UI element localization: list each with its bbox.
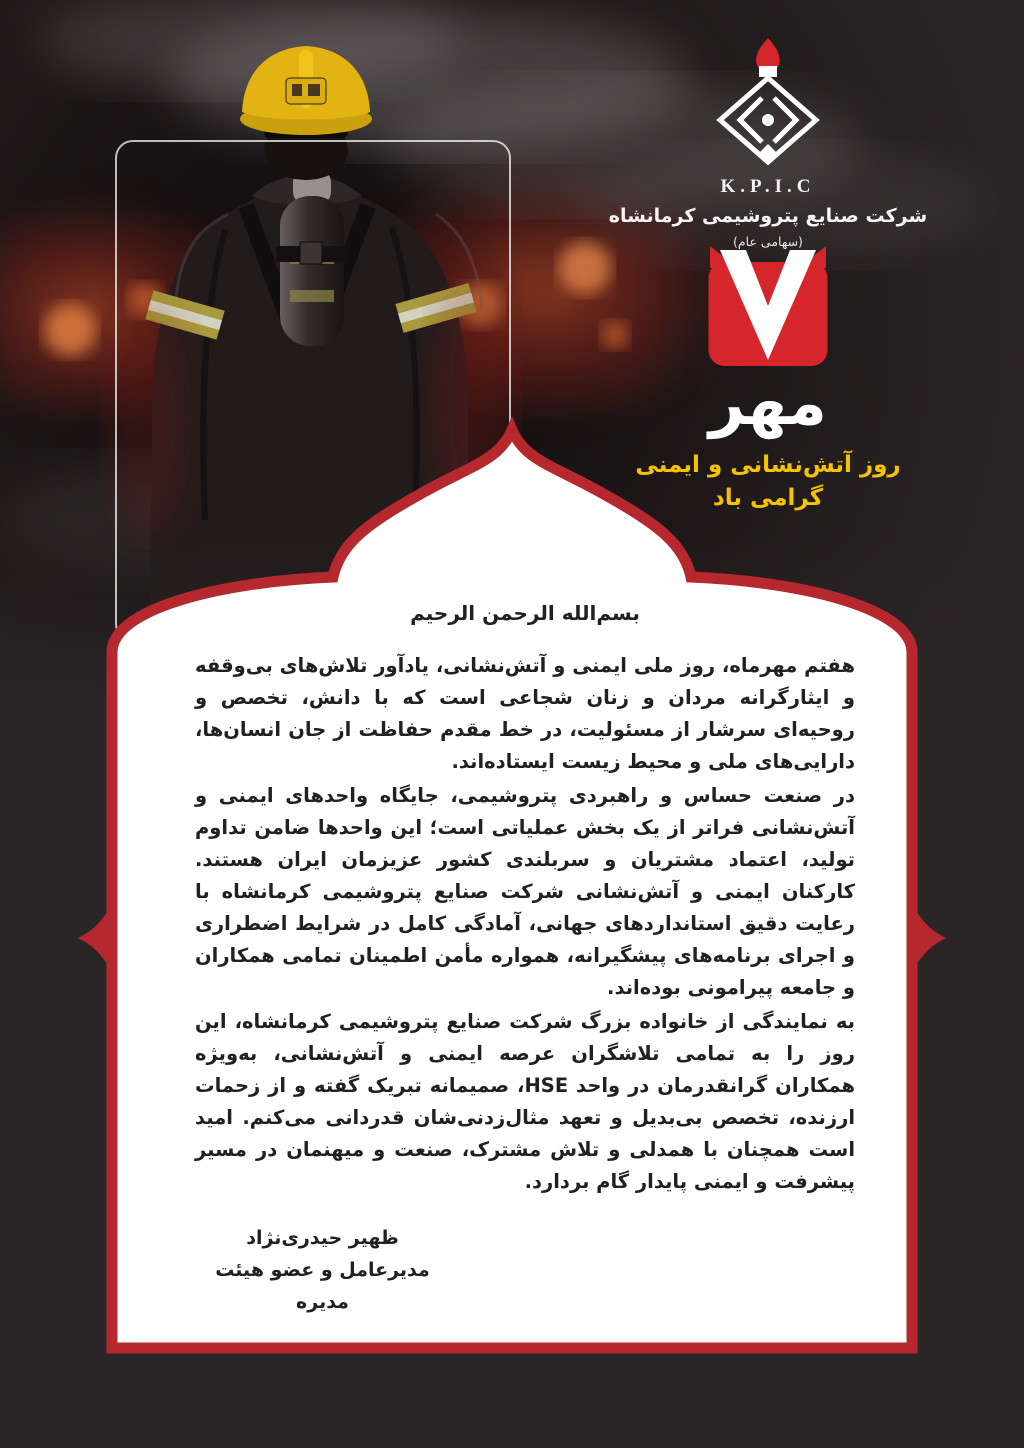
paragraph-1: هفتم مهرماه، روز ملی ایمنی و آتش‌نشانی، یادآور تلاش‌های بی‌وقفه و ایثارگرانه مردان و زنان شجاعی است که با دانش، تخصص و روحیه‌ای سرشار از مسئولیت، در خط مقدم حفاظت از جان انسان‌ها، دارایی‌های ملی و محیط زیست ایستاده‌اند. (195, 654, 855, 773)
bismillah: بسم‌الله الرحمن الرحیم (410, 601, 640, 625)
signature-title: مدیرعامل و عضو هیئت مدیره (215, 1259, 430, 1313)
paragraph-2: در صنعت حساس و راهبردی پتروشیمی، جایگاه واحدهای ایمنی و آتش‌نشانی فراتر از یک بخش عملیاتی است؛ این واحدها ضامن تداوم تولید، اعتماد مشتریان و سربلندی کشور عزیزمان ایران هستند. کارکنان ایمنی و آتش‌نشانی شرکت صنایع پتروشیمی کرمانشاه با رعایت دقیق استانداردهای جهانی، آمادگی کامل در شرایط اضطراری و اجرای برنامه‌های پیشگیرانه، همواره مأمن اطمینان تمامی همکاران و جامعه پیرامونی بوده‌اند. (195, 784, 855, 999)
company-name: شرکت صنایع پتروشیمی کرمانشاه (608, 205, 928, 227)
kpic-acronym: K.P.I.C (720, 176, 816, 197)
letter-body (195, 650, 855, 1200)
month-name: مهر (709, 366, 827, 439)
company-type: (سهامی عام) (733, 234, 803, 249)
event-title-line1: روز آتش‌نشانی و ایمنی (635, 452, 901, 478)
signature-name: ظهیر حیدری‌نژاد (246, 1227, 399, 1249)
paragraph-3: به نمایندگی از خانواده بزرگ شرکت صنایع پتروشیمی کرمانشاه، این روز را به تمامی تلاشگران عرصه ایمنی و آتش‌نشانی، به‌ویژه همکاران گرانقدرمان در واحد HSE، صمیمانه تبریک گفته و از زحمات ارزنده، تخصص بی‌بدیل و تعهد مثال‌زدنی‌شان قدردانی می‌کنم. امید است همچنان با همدلی و تلاش مشترک، صنعت و میهنمان در مسیر پیشرفت و ایمنی پایدار گام بردارد. (195, 1010, 855, 1193)
signature-block (190, 1222, 455, 1318)
event-title-line2: گرامی باد (712, 485, 824, 511)
